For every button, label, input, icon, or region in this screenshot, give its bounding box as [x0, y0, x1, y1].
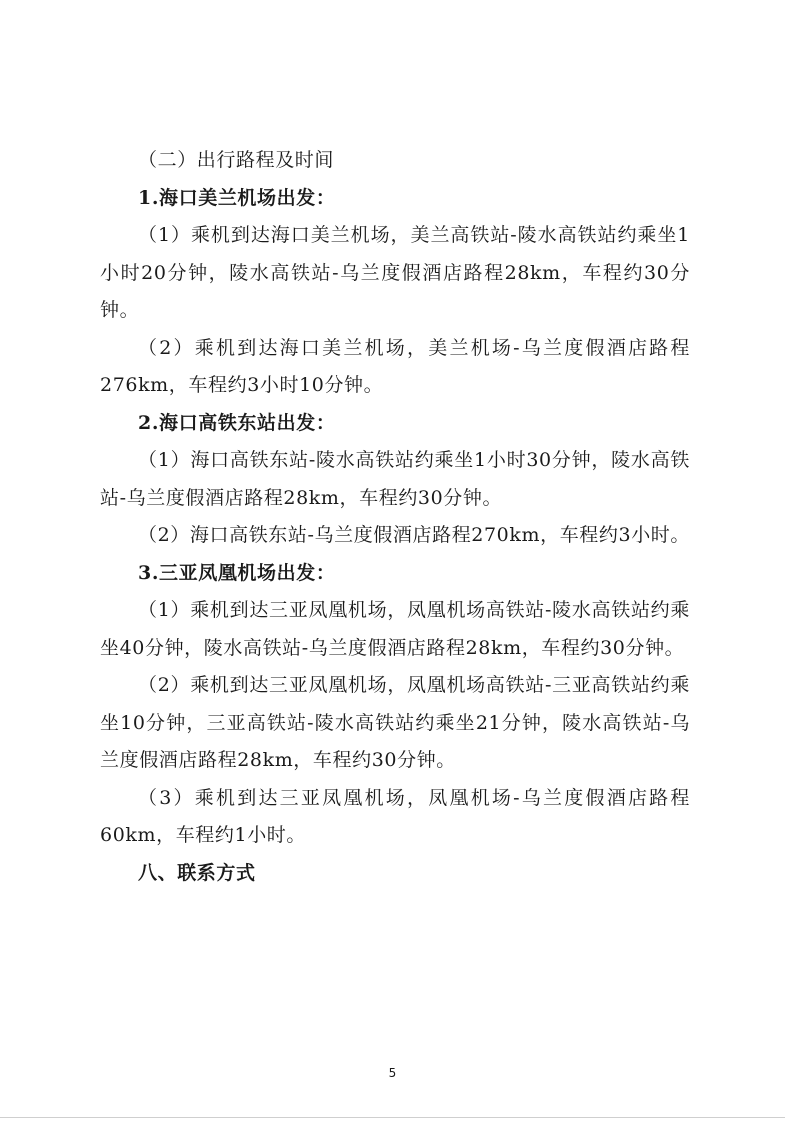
- document-body: [100, 142, 690, 892]
- section-subheading-travel-route: （二）出行路程及时间: [138, 149, 335, 171]
- page-bottom-divider: [0, 1117, 785, 1118]
- page-number: 5: [388, 1066, 397, 1080]
- paragraph-phoenix-option-1: （1）乘机到达三亚凤凰机场，凤凰机场高铁站-陵水高铁站约乘坐40分钟，陵水高铁站-乌兰度假酒店路程28km，车程约30分钟。: [100, 599, 690, 659]
- section-heading-contact: 八、联系方式: [138, 861, 256, 884]
- heading-haikou-meilan-airport: 1.海口美兰机场出发：: [138, 186, 336, 209]
- heading-sanya-phoenix-airport: 3.三亚凤凰机场出发：: [138, 561, 336, 584]
- paragraph-east-station-option-2: （2）海口高铁东站-乌兰度假酒店路程270km，车程约3小时。: [138, 524, 690, 546]
- paragraph-phoenix-option-2: （2）乘机到达三亚凤凰机场，凤凰机场高铁站-三亚高铁站约乘坐10分钟，三亚高铁站-陵水高铁站约乘坐21分钟，陵水高铁站-乌兰度假酒店路程28km，车程约30分钟。: [100, 674, 690, 771]
- paragraph-meilan-option-2: （2）乘机到达海口美兰机场，美兰机场-乌兰度假酒店路程276km，车程约3小时10分钟。: [100, 336, 690, 396]
- paragraph-meilan-option-1: （1）乘机到达海口美兰机场，美兰高铁站-陵水高铁站约乘坐1小时20分钟，陵水高铁站-乌兰度假酒店路程28km，车程约30分钟。: [100, 224, 690, 321]
- paragraph-east-station-option-1: （1）海口高铁东站-陵水高铁站约乘坐1小时30分钟，陵水高铁站-乌兰度假酒店路程28km，车程约30分钟。: [100, 449, 690, 509]
- heading-haikou-east-station: 2.海口高铁东站出发：: [138, 411, 336, 434]
- paragraph-phoenix-option-3: （3）乘机到达三亚凤凰机场，凤凰机场-乌兰度假酒店路程60km，车程约1小时。: [100, 786, 690, 846]
